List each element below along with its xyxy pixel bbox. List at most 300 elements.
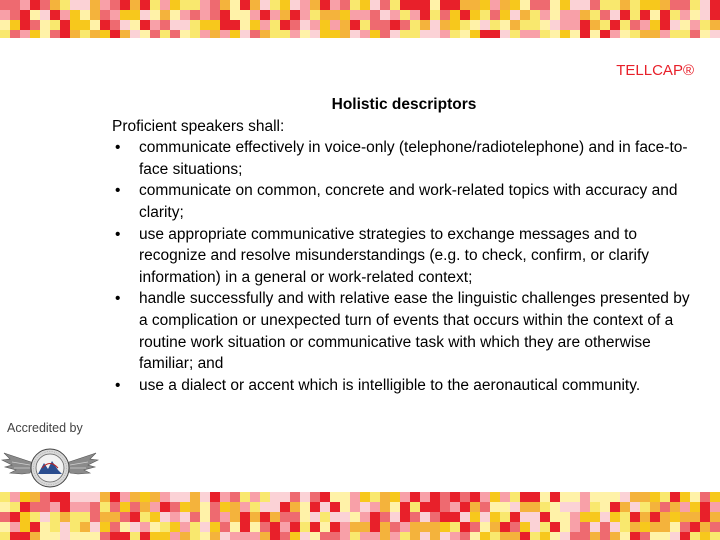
- mosaic-tile: [600, 30, 610, 38]
- mosaic-tile: [270, 512, 280, 522]
- mosaic-tile: [700, 0, 710, 10]
- mosaic-tile: [220, 502, 230, 512]
- mosaic-tile: [560, 30, 570, 38]
- list-item: [112, 375, 694, 397]
- mosaic-tile: [70, 532, 80, 540]
- mosaic-tile: [60, 20, 70, 30]
- mosaic-tile: [430, 512, 440, 522]
- mosaic-tile: [220, 492, 230, 502]
- mosaic-tile: [360, 30, 370, 38]
- mosaic-tile: [210, 532, 220, 540]
- mosaic-tile: [570, 0, 580, 10]
- mosaic-tile: [620, 492, 630, 502]
- mosaic-tile: [520, 20, 530, 30]
- mosaic-tile: [0, 512, 10, 522]
- mosaic-tile: [40, 20, 50, 30]
- mosaic-tile: [490, 30, 500, 38]
- mosaic-tile: [610, 502, 620, 512]
- mosaic-tile: [60, 522, 70, 532]
- mosaic-tile: [80, 522, 90, 532]
- mosaic-tile: [50, 20, 60, 30]
- mosaic-tile: [380, 0, 390, 10]
- mosaic-tile: [70, 492, 80, 502]
- mosaic-tile: [220, 532, 230, 540]
- mosaic-tile: [680, 10, 690, 20]
- mosaic-tile: [510, 20, 520, 30]
- mosaic-tile: [710, 10, 720, 20]
- mosaic-tile: [370, 20, 380, 30]
- mosaic-tile: [290, 512, 300, 522]
- mosaic-tile: [640, 532, 650, 540]
- mosaic-tile: [200, 512, 210, 522]
- mosaic-tile: [570, 30, 580, 38]
- mosaic-tile: [380, 30, 390, 38]
- mosaic-tile: [260, 522, 270, 532]
- mosaic-tile: [120, 512, 130, 522]
- mosaic-tile: [670, 30, 680, 38]
- mosaic-tile: [640, 10, 650, 20]
- mosaic-tile: [110, 522, 120, 532]
- mosaic-tile: [70, 0, 80, 10]
- mosaic-tile: [10, 20, 20, 30]
- mosaic-tile: [460, 30, 470, 38]
- mosaic-tile: [200, 502, 210, 512]
- mosaic-tile: [30, 30, 40, 38]
- mosaic-pattern: [0, 0, 720, 38]
- mosaic-tile: [30, 20, 40, 30]
- mosaic-tile: [510, 512, 520, 522]
- mosaic-tile: [470, 492, 480, 502]
- mosaic-tile: [360, 492, 370, 502]
- mosaic-tile: [610, 532, 620, 540]
- mosaic-tile: [230, 532, 240, 540]
- mosaic-tile: [680, 532, 690, 540]
- mosaic-tile: [90, 10, 100, 20]
- mosaic-tile: [220, 20, 230, 30]
- mosaic-tile: [620, 522, 630, 532]
- mosaic-tile: [520, 10, 530, 20]
- mosaic-tile: [590, 512, 600, 522]
- mosaic-tile: [380, 10, 390, 20]
- mosaic-tile: [110, 30, 120, 38]
- mosaic-tile: [30, 532, 40, 540]
- mosaic-tile: [190, 10, 200, 20]
- mosaic-tile: [570, 10, 580, 20]
- mosaic-tile: [480, 532, 490, 540]
- mosaic-tile: [570, 492, 580, 502]
- mosaic-tile: [300, 30, 310, 38]
- mosaic-tile: [240, 10, 250, 20]
- mosaic-tile: [510, 0, 520, 10]
- mosaic-tile: [40, 532, 50, 540]
- mosaic-tile: [30, 492, 40, 502]
- mosaic-tile: [100, 30, 110, 38]
- mosaic-tile: [400, 492, 410, 502]
- mosaic-tile: [20, 492, 30, 502]
- mosaic-tile: [310, 512, 320, 522]
- mosaic-tile: [420, 522, 430, 532]
- mosaic-tile: [30, 522, 40, 532]
- mosaic-tile: [150, 492, 160, 502]
- mosaic-tile: [330, 502, 340, 512]
- mosaic-tile: [70, 10, 80, 20]
- mosaic-tile: [540, 522, 550, 532]
- mosaic-tile: [710, 502, 720, 512]
- mosaic-tile: [50, 0, 60, 10]
- mosaic-tile: [360, 502, 370, 512]
- mosaic-tile: [110, 512, 120, 522]
- mosaic-tile: [420, 20, 430, 30]
- mosaic-tile: [560, 10, 570, 20]
- mosaic-tile: [320, 30, 330, 38]
- mosaic-tile: [260, 512, 270, 522]
- mosaic-tile: [540, 30, 550, 38]
- mosaic-tile: [90, 502, 100, 512]
- mosaic-tile: [250, 0, 260, 10]
- mosaic-tile: [140, 512, 150, 522]
- mosaic-tile: [580, 10, 590, 20]
- mosaic-tile: [70, 522, 80, 532]
- mosaic-tile: [30, 502, 40, 512]
- mosaic-tile: [330, 532, 340, 540]
- mosaic-tile: [680, 30, 690, 38]
- mosaic-tile: [490, 492, 500, 502]
- mosaic-tile: [120, 20, 130, 30]
- mosaic-tile: [690, 492, 700, 502]
- mosaic-tile: [270, 10, 280, 20]
- mosaic-tile: [450, 30, 460, 38]
- mosaic-tile: [150, 522, 160, 532]
- mosaic-tile: [400, 0, 410, 10]
- mosaic-tile: [170, 502, 180, 512]
- mosaic-tile: [400, 30, 410, 38]
- mosaic-tile: [470, 502, 480, 512]
- mosaic-tile: [200, 0, 210, 10]
- mosaic-tile: [170, 30, 180, 38]
- mosaic-tile: [690, 10, 700, 20]
- mosaic-tile: [500, 522, 510, 532]
- mosaic-tile: [460, 522, 470, 532]
- mosaic-tile: [230, 0, 240, 10]
- mosaic-tile: [260, 492, 270, 502]
- mosaic-tile: [330, 492, 340, 502]
- mosaic-tile: [20, 522, 30, 532]
- mosaic-tile: [150, 20, 160, 30]
- mosaic-tile: [610, 30, 620, 38]
- mosaic-pattern: [0, 492, 720, 540]
- mosaic-tile: [250, 522, 260, 532]
- mosaic-tile: [40, 512, 50, 522]
- mosaic-tile: [280, 502, 290, 512]
- list-item: [112, 224, 694, 289]
- intro-text: Proficient speakers shall:: [112, 117, 285, 135]
- mosaic-tile: [480, 30, 490, 38]
- mosaic-tile: [690, 522, 700, 532]
- mosaic-tile: [590, 0, 600, 10]
- list-item-text: handle successfully and with relative ease the linguistic challenges presented by a complication or unexpected turn of events that occurs within the context of a routine work situation or communicative task with which they are otherwise familiar; and: [139, 290, 690, 373]
- mosaic-tile: [130, 502, 140, 512]
- mosaic-tile: [80, 532, 90, 540]
- mosaic-tile: [480, 20, 490, 30]
- mosaic-tile: [390, 522, 400, 532]
- mosaic-tile: [140, 502, 150, 512]
- mosaic-tile: [660, 502, 670, 512]
- mosaic-tile: [500, 10, 510, 20]
- mosaic-tile: [530, 30, 540, 38]
- mosaic-tile: [340, 502, 350, 512]
- mosaic-tile: [580, 532, 590, 540]
- mosaic-tile: [240, 0, 250, 10]
- mosaic-tile: [70, 502, 80, 512]
- mosaic-tile: [250, 20, 260, 30]
- mosaic-tile: [540, 492, 550, 502]
- mosaic-tile: [700, 492, 710, 502]
- mosaic-tile: [410, 10, 420, 20]
- mosaic-tile: [270, 502, 280, 512]
- mosaic-tile: [260, 0, 270, 10]
- mosaic-tile: [390, 0, 400, 10]
- mosaic-tile: [570, 522, 580, 532]
- mosaic-tile: [270, 30, 280, 38]
- mosaic-tile: [380, 532, 390, 540]
- mosaic-tile: [540, 0, 550, 10]
- mosaic-tile: [350, 0, 360, 10]
- mosaic-tile: [140, 492, 150, 502]
- mosaic-tile: [690, 512, 700, 522]
- mosaic-tile: [420, 30, 430, 38]
- mosaic-tile: [600, 0, 610, 10]
- mosaic-tile: [680, 522, 690, 532]
- mosaic-tile: [90, 522, 100, 532]
- mosaic-tile: [270, 0, 280, 10]
- mosaic-tile: [220, 522, 230, 532]
- mosaic-tile: [620, 30, 630, 38]
- mosaic-tile: [270, 20, 280, 30]
- mosaic-tile: [410, 532, 420, 540]
- mosaic-tile: [140, 30, 150, 38]
- mosaic-tile: [290, 492, 300, 502]
- mosaic-tile: [40, 30, 50, 38]
- mosaic-tile: [350, 10, 360, 20]
- mosaic-tile: [210, 512, 220, 522]
- descriptor-list: [112, 137, 694, 396]
- mosaic-tile: [640, 0, 650, 10]
- mosaic-tile: [200, 522, 210, 532]
- mosaic-tile: [400, 522, 410, 532]
- mosaic-tile: [190, 502, 200, 512]
- mosaic-tile: [540, 20, 550, 30]
- mosaic-tile: [520, 512, 530, 522]
- mosaic-tile: [110, 20, 120, 30]
- mosaic-tile: [370, 0, 380, 10]
- mosaic-tile: [360, 20, 370, 30]
- mosaic-tile: [140, 10, 150, 20]
- mosaic-tile: [650, 20, 660, 30]
- mosaic-tile: [480, 492, 490, 502]
- mosaic-tile: [330, 0, 340, 10]
- mosaic-tile: [370, 512, 380, 522]
- mosaic-tile: [440, 532, 450, 540]
- mosaic-tile: [10, 512, 20, 522]
- mosaic-tile: [0, 492, 10, 502]
- mosaic-tile: [370, 532, 380, 540]
- mosaic-tile: [690, 0, 700, 10]
- mosaic-tile: [660, 492, 670, 502]
- mosaic-tile: [240, 30, 250, 38]
- mosaic-tile: [100, 502, 110, 512]
- mosaic-tile: [650, 502, 660, 512]
- mosaic-tile: [220, 512, 230, 522]
- mosaic-tile: [220, 30, 230, 38]
- mosaic-tile: [320, 20, 330, 30]
- mosaic-tile: [530, 0, 540, 10]
- mosaic-tile: [90, 0, 100, 10]
- mosaic-tile: [510, 522, 520, 532]
- mosaic-tile: [60, 512, 70, 522]
- mosaic-tile: [320, 0, 330, 10]
- mosaic-tile: [280, 492, 290, 502]
- mosaic-tile: [100, 20, 110, 30]
- mosaic-tile: [90, 512, 100, 522]
- mosaic-tile: [700, 30, 710, 38]
- mosaic-tile: [380, 492, 390, 502]
- mosaic-tile: [450, 532, 460, 540]
- mosaic-tile: [290, 502, 300, 512]
- mosaic-tile: [370, 502, 380, 512]
- mosaic-tile: [140, 522, 150, 532]
- mosaic-tile: [390, 10, 400, 20]
- mosaic-tile: [550, 10, 560, 20]
- mosaic-tile: [400, 502, 410, 512]
- mosaic-tile: [670, 492, 680, 502]
- mosaic-tile: [420, 502, 430, 512]
- mosaic-tile: [170, 20, 180, 30]
- mosaic-tile: [460, 10, 470, 20]
- mosaic-tile: [630, 0, 640, 10]
- mosaic-tile: [580, 522, 590, 532]
- mosaic-tile: [690, 502, 700, 512]
- mosaic-tile: [470, 0, 480, 10]
- mosaic-tile: [520, 0, 530, 10]
- mosaic-tile: [400, 532, 410, 540]
- mosaic-tile: [580, 502, 590, 512]
- mosaic-tile: [50, 532, 60, 540]
- mosaic-tile: [550, 532, 560, 540]
- mosaic-tile: [300, 492, 310, 502]
- slide-content: [112, 94, 694, 396]
- mosaic-tile: [20, 532, 30, 540]
- mosaic-tile: [150, 0, 160, 10]
- mosaic-tile: [540, 502, 550, 512]
- mosaic-tile: [110, 10, 120, 20]
- mosaic-tile: [600, 512, 610, 522]
- mosaic-tile: [140, 0, 150, 10]
- mosaic-tile: [410, 0, 420, 10]
- mosaic-tile: [490, 512, 500, 522]
- mosaic-tile: [230, 512, 240, 522]
- mosaic-tile: [640, 502, 650, 512]
- mosaic-tile: [330, 512, 340, 522]
- mosaic-tile: [350, 20, 360, 30]
- mosaic-tile: [710, 522, 720, 532]
- mosaic-tile: [390, 20, 400, 30]
- mosaic-tile: [540, 10, 550, 20]
- mosaic-tile: [460, 492, 470, 502]
- mosaic-tile: [490, 532, 500, 540]
- mosaic-tile: [710, 532, 720, 540]
- mosaic-tile: [520, 30, 530, 38]
- mosaic-tile: [320, 502, 330, 512]
- mosaic-tile: [470, 532, 480, 540]
- mosaic-tile: [50, 10, 60, 20]
- mosaic-tile: [590, 522, 600, 532]
- mosaic-tile: [700, 502, 710, 512]
- mosaic-tile: [0, 10, 10, 20]
- bullet-icon: •: [115, 376, 121, 394]
- mosaic-tile: [700, 512, 710, 522]
- mosaic-tile: [160, 522, 170, 532]
- mosaic-tile: [200, 10, 210, 20]
- mosaic-tile: [30, 512, 40, 522]
- mosaic-tile: [440, 492, 450, 502]
- mosaic-tile: [510, 492, 520, 502]
- mosaic-tile: [630, 532, 640, 540]
- mosaic-tile: [80, 30, 90, 38]
- mosaic-tile: [620, 532, 630, 540]
- mosaic-tile: [340, 522, 350, 532]
- mosaic-tile: [120, 0, 130, 10]
- mosaic-tile: [230, 10, 240, 20]
- mosaic-tile: [690, 532, 700, 540]
- mosaic-tile: [250, 30, 260, 38]
- mosaic-tile: [340, 30, 350, 38]
- mosaic-tile: [60, 502, 70, 512]
- mosaic-tile: [250, 492, 260, 502]
- mosaic-tile: [640, 522, 650, 532]
- mosaic-tile: [210, 522, 220, 532]
- list-item-text: communicate on common, concrete and work-related topics with accuracy and clarity;: [139, 182, 678, 221]
- mosaic-tile: [710, 30, 720, 38]
- mosaic-tile: [500, 0, 510, 10]
- mosaic-tile: [650, 10, 660, 20]
- mosaic-tile: [350, 30, 360, 38]
- mosaic-tile: [180, 10, 190, 20]
- mosaic-tile: [390, 492, 400, 502]
- mosaic-tile: [80, 10, 90, 20]
- mosaic-tile: [590, 30, 600, 38]
- mosaic-tile: [160, 532, 170, 540]
- mosaic-tile: [180, 532, 190, 540]
- mosaic-tile: [130, 30, 140, 38]
- top-mosaic-band: [0, 0, 720, 38]
- mosaic-tile: [90, 492, 100, 502]
- mosaic-tile: [100, 492, 110, 502]
- mosaic-tile: [370, 492, 380, 502]
- mosaic-tile: [420, 10, 430, 20]
- mosaic-tile: [650, 532, 660, 540]
- mosaic-tile: [530, 532, 540, 540]
- mosaic-tile: [260, 532, 270, 540]
- mosaic-tile: [540, 512, 550, 522]
- mosaic-tile: [650, 522, 660, 532]
- mosaic-tile: [110, 492, 120, 502]
- mosaic-tile: [260, 20, 270, 30]
- mosaic-tile: [560, 532, 570, 540]
- mosaic-tile: [580, 492, 590, 502]
- mosaic-tile: [460, 0, 470, 10]
- mosaic-tile: [450, 502, 460, 512]
- mosaic-tile: [0, 30, 10, 38]
